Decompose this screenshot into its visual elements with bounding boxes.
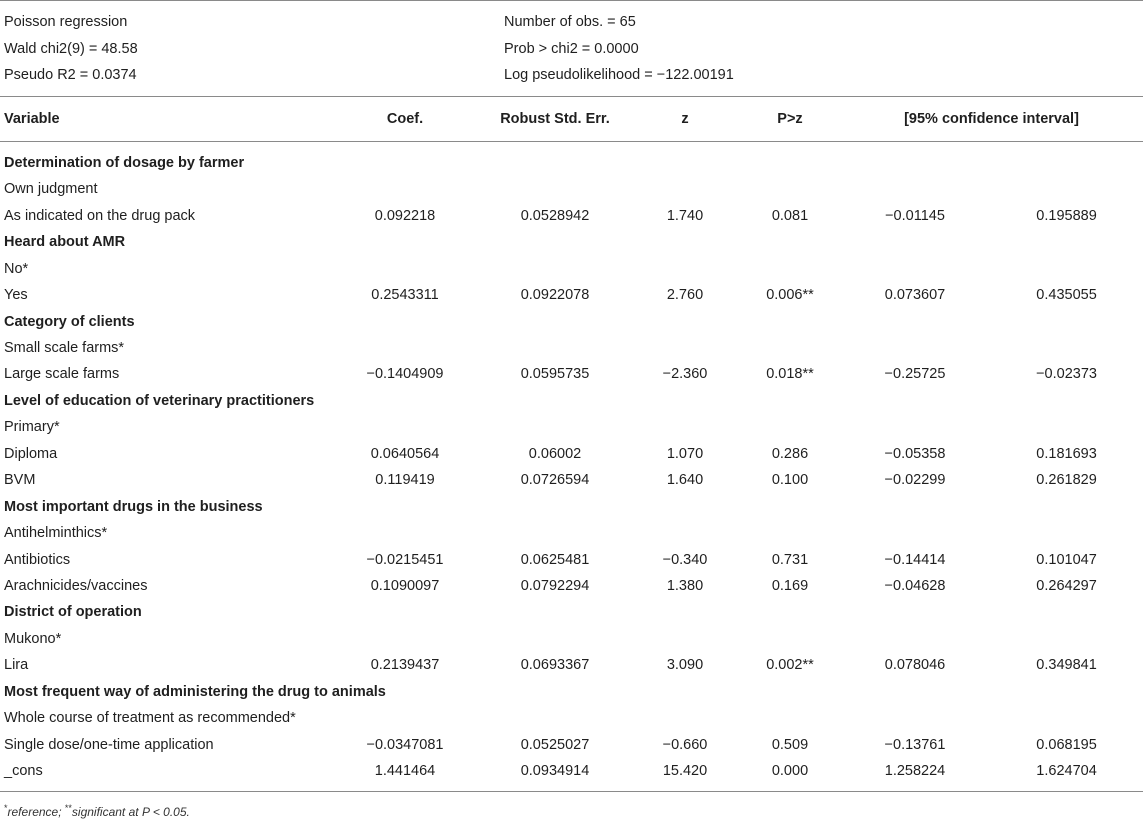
- variable-label: Single dose/one-time application: [4, 736, 214, 753]
- ci-upper-cell: [990, 705, 1143, 731]
- table-row: [0, 705, 1143, 731]
- p-value-cell: [740, 414, 840, 440]
- coef-cell: 0.119419: [375, 472, 435, 489]
- category-label: District of operation: [4, 604, 142, 621]
- z-cell: 2.760: [666, 287, 704, 304]
- p-value-cell: [740, 176, 840, 202]
- robust-se-cell: 0.0528942: [520, 207, 590, 224]
- robust-se-cell: 0.0525027: [520, 736, 590, 753]
- robust-se-cell: 0.0792294: [520, 577, 590, 594]
- p-value-cell: 0.018**: [766, 366, 814, 383]
- category-row: [0, 679, 1143, 705]
- footnote-mark-significant: **: [64, 803, 72, 813]
- table-row: [0, 652, 1143, 678]
- bottom-rule: [0, 791, 1143, 792]
- robust-se-cell: 0.0595735: [520, 366, 590, 383]
- variable-label: _cons: [4, 763, 43, 780]
- z-cell: [630, 626, 740, 652]
- header-p: P>z: [777, 110, 803, 127]
- variable-label: Antibiotics: [4, 551, 71, 568]
- ci-upper-cell: 1.624704: [1036, 763, 1097, 780]
- table-header: [0, 97, 1143, 141]
- coef-cell: −0.0215451: [366, 551, 444, 568]
- ci-lower-cell: −0.02299: [884, 472, 946, 489]
- robust-se-cell: [480, 414, 630, 440]
- ci-upper-cell: 0.068195: [1036, 736, 1097, 753]
- z-cell: 1.740: [666, 207, 704, 224]
- p-value-cell: 0.731: [771, 551, 809, 568]
- table-row: [0, 467, 1143, 493]
- coef-cell: −0.1404909: [366, 366, 444, 383]
- coef-cell: [330, 176, 480, 202]
- z-cell: [630, 176, 740, 202]
- model-stat-right: Log pseudolikelihood = −122.00191: [504, 67, 734, 83]
- ci-lower-cell: [840, 626, 990, 652]
- ci-lower-cell: [840, 256, 990, 282]
- coefficients-table: [0, 150, 1143, 785]
- table-row: [0, 414, 1143, 440]
- z-cell: 1.070: [666, 445, 704, 462]
- robust-se-cell: [480, 705, 630, 731]
- category-row: [0, 309, 1143, 335]
- footnote-mark-reference: *: [4, 803, 8, 813]
- robust-se-cell: 0.0693367: [520, 657, 590, 674]
- table-row: [0, 441, 1143, 467]
- z-cell: [630, 705, 740, 731]
- variable-label: Arachnicides/vaccines: [4, 577, 148, 594]
- header-ci: [95% confidence interval]: [904, 110, 1079, 127]
- ci-lower-cell: −0.14414: [884, 551, 946, 568]
- ci-upper-cell: 0.195889: [1036, 207, 1097, 224]
- table-row: [0, 256, 1143, 282]
- header-z: z: [681, 110, 689, 127]
- coef-cell: [330, 520, 480, 546]
- robust-se-cell: [480, 626, 630, 652]
- variable-label: No*: [4, 260, 29, 277]
- p-value-cell: [740, 256, 840, 282]
- coef-cell: 0.2543311: [371, 287, 439, 304]
- ci-upper-cell: 0.261829: [1036, 472, 1097, 489]
- ci-upper-cell: 0.101047: [1036, 551, 1097, 568]
- ci-lower-cell: −0.25725: [884, 366, 946, 383]
- p-value-cell: 0.509: [771, 736, 809, 753]
- table-row: [0, 203, 1143, 229]
- category-row: [0, 388, 1143, 414]
- variable-label: Yes: [4, 287, 28, 304]
- header-coef: Coef.: [386, 110, 424, 127]
- coef-cell: [330, 335, 480, 361]
- p-value-cell: 0.286: [771, 445, 809, 462]
- robust-se-cell: [480, 520, 630, 546]
- model-stat-left: Wald chi2(9) = 48.58: [4, 40, 138, 57]
- z-cell: [630, 520, 740, 546]
- category-row: [0, 494, 1143, 520]
- z-cell: −2.360: [662, 366, 708, 383]
- robust-se-cell: [480, 335, 630, 361]
- category-label: Determination of dosage by farmer: [4, 154, 245, 171]
- model-stat-row: [0, 62, 1143, 89]
- z-cell: [630, 335, 740, 361]
- model-stat-left: Poisson regression: [4, 14, 128, 30]
- p-value-cell: 0.006**: [766, 287, 814, 304]
- variable-label: Small scale farms*: [4, 340, 125, 357]
- robust-se-cell: 0.0625481: [520, 551, 590, 568]
- footnote-reference: reference;: [7, 805, 65, 819]
- variable-label: Diploma: [4, 445, 58, 462]
- ci-lower-cell: [840, 335, 990, 361]
- coef-cell: 0.2139437: [370, 657, 440, 674]
- header-robust-se: Robust Std. Err.: [500, 110, 610, 127]
- ci-upper-cell: [990, 335, 1143, 361]
- coef-cell: 0.092218: [374, 207, 436, 224]
- category-label: Most frequent way of administering the drug to animals: [4, 683, 386, 700]
- table-row: [0, 732, 1143, 758]
- ci-lower-cell: −0.05358: [884, 445, 946, 462]
- robust-se-cell: 0.0922078: [520, 287, 590, 304]
- table-row: [0, 176, 1143, 202]
- ci-upper-cell: 0.349841: [1036, 657, 1097, 674]
- table-row: [0, 520, 1143, 546]
- variable-label: Whole course of treatment as recommended*: [4, 710, 296, 727]
- robust-se-cell: [480, 176, 630, 202]
- variable-label: BVM: [4, 472, 36, 489]
- coef-cell: 0.0640564: [370, 445, 440, 462]
- ci-upper-cell: [990, 626, 1143, 652]
- header-row: [0, 97, 1143, 141]
- model-stat-row: [0, 36, 1143, 63]
- category-row: [0, 150, 1143, 176]
- model-stat-right: Number of obs. = 65: [504, 14, 636, 30]
- table-row: [0, 758, 1143, 784]
- ci-upper-cell: 0.181693: [1036, 445, 1097, 462]
- variable-label: Mukono*: [4, 630, 62, 647]
- ci-upper-cell: 0.435055: [1036, 287, 1097, 304]
- ci-lower-cell: [840, 520, 990, 546]
- table-row: [0, 626, 1143, 652]
- p-value-cell: [740, 626, 840, 652]
- ci-lower-cell: 1.258224: [884, 763, 946, 780]
- robust-se-cell: 0.0726594: [520, 472, 590, 489]
- table-row: [0, 362, 1143, 388]
- z-cell: −0.660: [662, 736, 708, 753]
- p-value-cell: 0.002**: [766, 657, 814, 674]
- table-row: [0, 335, 1143, 361]
- z-cell: 3.090: [666, 657, 704, 674]
- z-cell: [630, 256, 740, 282]
- ci-upper-cell: [990, 414, 1143, 440]
- variable-label: Own judgment: [4, 181, 98, 198]
- table-row: [0, 573, 1143, 599]
- ci-lower-cell: 0.073607: [884, 287, 946, 304]
- ci-lower-cell: −0.04628: [884, 577, 946, 594]
- variable-label: Large scale farms: [4, 366, 120, 383]
- ci-upper-cell: 0.264297: [1036, 577, 1097, 594]
- z-cell: 1.640: [666, 472, 704, 489]
- ci-lower-cell: −0.13761: [884, 736, 946, 753]
- category-label: Heard about AMR: [4, 234, 126, 251]
- p-value-cell: [740, 705, 840, 731]
- model-stat-right: Prob > chi2 = 0.0000: [504, 40, 639, 57]
- table-row: [0, 547, 1143, 573]
- robust-se-cell: 0.06002: [528, 445, 582, 462]
- ci-upper-cell: [990, 256, 1143, 282]
- ci-lower-cell: [840, 176, 990, 202]
- p-value-cell: 0.000: [771, 763, 809, 780]
- category-row: [0, 229, 1143, 255]
- p-value-cell: [740, 335, 840, 361]
- ci-lower-cell: −0.01145: [885, 207, 945, 224]
- robust-se-cell: [480, 256, 630, 282]
- coef-cell: [330, 626, 480, 652]
- category-label: Category of clients: [4, 313, 135, 330]
- p-value-cell: 0.169: [771, 577, 809, 594]
- model-stat-left: Pseudo R2 = 0.0374: [4, 67, 137, 83]
- top-rule: [0, 0, 1143, 1]
- model-stat-row: [0, 9, 1143, 36]
- p-value-cell: 0.100: [771, 472, 809, 489]
- coef-cell: [330, 414, 480, 440]
- coef-cell: [330, 705, 480, 731]
- category-label: Most important drugs in the business: [4, 498, 263, 515]
- ci-upper-cell: [990, 176, 1143, 202]
- coef-cell: 0.1090097: [370, 577, 440, 594]
- model-stats: [0, 9, 1143, 89]
- table-row: [0, 282, 1143, 308]
- variable-label: Primary*: [4, 419, 60, 436]
- z-cell: −0.340: [662, 551, 708, 568]
- z-cell: [630, 414, 740, 440]
- table-footnote: [4, 803, 190, 819]
- variable-label: As indicated on the drug pack: [4, 207, 196, 224]
- ci-lower-cell: [840, 414, 990, 440]
- z-cell: 1.380: [666, 577, 704, 594]
- ci-lower-cell: 0.078046: [884, 657, 946, 674]
- coef-cell: 1.441464: [374, 763, 436, 780]
- category-row: [0, 599, 1143, 625]
- z-cell: 15.420: [662, 763, 708, 780]
- coef-cell: −0.0347081: [366, 736, 444, 753]
- robust-se-cell: 0.0934914: [520, 763, 590, 780]
- coef-cell: [330, 256, 480, 282]
- ci-upper-cell: [990, 520, 1143, 546]
- p-value-cell: 0.081: [771, 207, 809, 224]
- footnote-significance: significant at P < 0.05.: [71, 805, 190, 819]
- p-value-cell: [740, 520, 840, 546]
- header-variable: Variable: [4, 110, 60, 127]
- variable-label: Antihelminthics*: [4, 525, 108, 542]
- header-bottom-rule: [0, 141, 1143, 142]
- variable-label: Lira: [4, 657, 29, 674]
- category-label: Level of education of veterinary practitioners: [4, 392, 315, 409]
- ci-lower-cell: [840, 705, 990, 731]
- ci-upper-cell: −0.02373: [1036, 366, 1097, 383]
